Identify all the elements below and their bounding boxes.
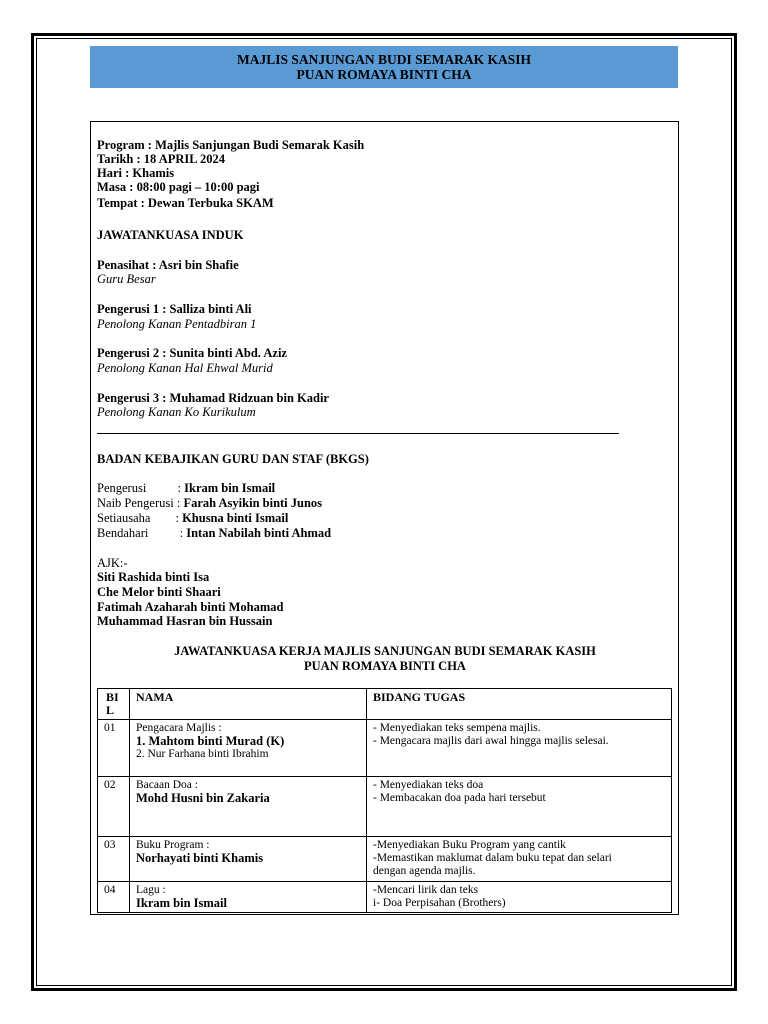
cell-tugas-line: i- Doa Perpisahan (Brothers)	[373, 897, 506, 909]
cell-bil: 04	[98, 882, 130, 913]
table-header-row	[98, 689, 672, 720]
cell-tugas-line: - Mengacara majlis dari awal hingga majlis selesai.	[373, 735, 609, 747]
kerja-heading-line1: JAWATANKUASA KERJA MAJLIS SANJUNGAN BUDI SEMARAK KASIH	[174, 644, 596, 658]
table-row	[98, 777, 672, 837]
ajk-label: AJK:-	[97, 556, 128, 570]
officer-label: Naib Pengerusi :	[97, 496, 184, 510]
table-row	[98, 837, 672, 882]
officer-label: Bendahari :	[97, 526, 187, 540]
officer-label: Pengerusi :	[97, 481, 185, 495]
header-bil: BIL	[98, 689, 130, 720]
officer-name: Ikram bin Ismail	[184, 481, 276, 495]
bkgs-officer-row	[97, 481, 275, 495]
header-title-line1: MAJLIS SANJUNGAN BUDI SEMARAK KASIH	[236, 52, 532, 67]
cell-bil: 01	[98, 720, 130, 777]
table-row	[98, 882, 672, 913]
program-line: Program : Majlis Sanjungan Budi Semarak Kasih	[97, 138, 365, 152]
cell-tugas-line: -Mencari lirik dan teks	[373, 884, 479, 896]
header-title-line2: PUAN ROMAYA BINTI CHA	[296, 67, 472, 82]
cell-bil: 03	[98, 837, 130, 882]
cell-tugas-line: - Menyediakan teks sempena majlis.	[373, 722, 541, 734]
pengerusi3-title: Pengerusi 3 : Muhamad Ridzuan bin Kadir	[97, 391, 329, 405]
pengerusi2-title: Pengerusi 2 : Sunita binti Abd. Aziz	[97, 346, 287, 360]
masa-line: Masa : 08:00 pagi – 10:00 pagi	[97, 180, 260, 194]
pengerusi1-title: Pengerusi 1 : Salliza binti Ali	[97, 302, 252, 316]
ajk-member: Muhammad Hasran bin Hussain	[97, 614, 273, 628]
cell-tugas-line: - Menyediakan teks doa	[373, 779, 484, 791]
cell-nama	[130, 777, 367, 837]
cell-role: Pengacara Majlis :	[136, 722, 222, 734]
hari-line: Hari : Khamis	[97, 166, 175, 180]
cell-name-secondary: 2. Nur Farhana binti Ibrahim	[136, 748, 269, 760]
penasihat-title: Penasihat : Asri bin Shafie	[97, 258, 239, 272]
cell-tugas	[367, 837, 672, 882]
header-bidang-tugas: BIDANG TUGAS	[367, 689, 672, 720]
cell-nama	[130, 882, 367, 913]
ajk-member: Che Melor binti Shaari	[97, 585, 221, 599]
ajk-member: Fatimah Azaharah binti Mohamad	[97, 600, 284, 614]
cell-nama	[130, 720, 367, 777]
induk-heading: JAWATANKUASA INDUK	[97, 228, 244, 242]
cell-tugas	[367, 882, 672, 913]
pengerusi1-role: Penolong Kanan Pentadbiran 1	[97, 317, 257, 331]
tarikh-line: Tarikh : 18 APRIL 2024	[97, 152, 226, 166]
cell-role: Buku Program :	[136, 839, 210, 851]
pengerusi3-role: Penolong Kanan Ko Kurikulum	[97, 405, 256, 419]
tempat-line: Tempat : Dewan Terbuka SKAM	[97, 196, 274, 210]
cell-name-primary: Ikram bin Ismail	[136, 896, 227, 910]
section-separator	[97, 433, 619, 434]
pengerusi2-role: Penolong Kanan Hal Ehwal Murid	[97, 361, 273, 375]
table-row	[98, 720, 672, 777]
penasihat-role: Guru Besar	[97, 272, 156, 286]
cell-tugas	[367, 720, 672, 777]
bkgs-officer-row	[97, 511, 288, 525]
cell-role: Bacaan Doa :	[136, 779, 198, 791]
cell-name-primary: 1. Mahtom binti Murad (K)	[136, 734, 285, 748]
cell-tugas	[367, 777, 672, 837]
header-nama: NAMA	[130, 689, 367, 720]
cell-tugas-line: -Menyediakan Buku Program yang cantik	[373, 839, 566, 851]
duties-table	[97, 688, 672, 913]
bkgs-officer-row	[97, 526, 331, 540]
officer-name: Farah Asyikin binti Junos	[183, 496, 323, 510]
kerja-heading-line2: PUAN ROMAYA BINTI CHA	[304, 659, 466, 673]
officer-name: Intan Nabilah binti Ahmad	[186, 526, 332, 540]
cell-tugas-line: dengan agenda majlis.	[373, 865, 476, 877]
cell-tugas-line: -Memastikan maklumat dalam buku tepat dan selari	[373, 852, 612, 864]
officer-label: Setiausaha :	[97, 511, 183, 525]
ajk-member: Siti Rashida binti Isa	[97, 570, 210, 584]
bkgs-officer-row	[97, 496, 322, 510]
cell-role: Lagu :	[136, 884, 166, 896]
cell-name-primary: Mohd Husni bin Zakaria	[136, 791, 270, 805]
officer-name: Khusna binti Ismail	[182, 511, 289, 525]
cell-tugas-line: - Membacakan doa pada hari tersebut	[373, 792, 546, 804]
cell-bil: 02	[98, 777, 130, 837]
document-header	[90, 46, 678, 88]
cell-nama	[130, 837, 367, 882]
cell-name-primary: Norhayati binti Khamis	[136, 851, 264, 865]
bkgs-heading: BADAN KEBAJIKAN GURU DAN STAF (BKGS)	[97, 452, 369, 466]
